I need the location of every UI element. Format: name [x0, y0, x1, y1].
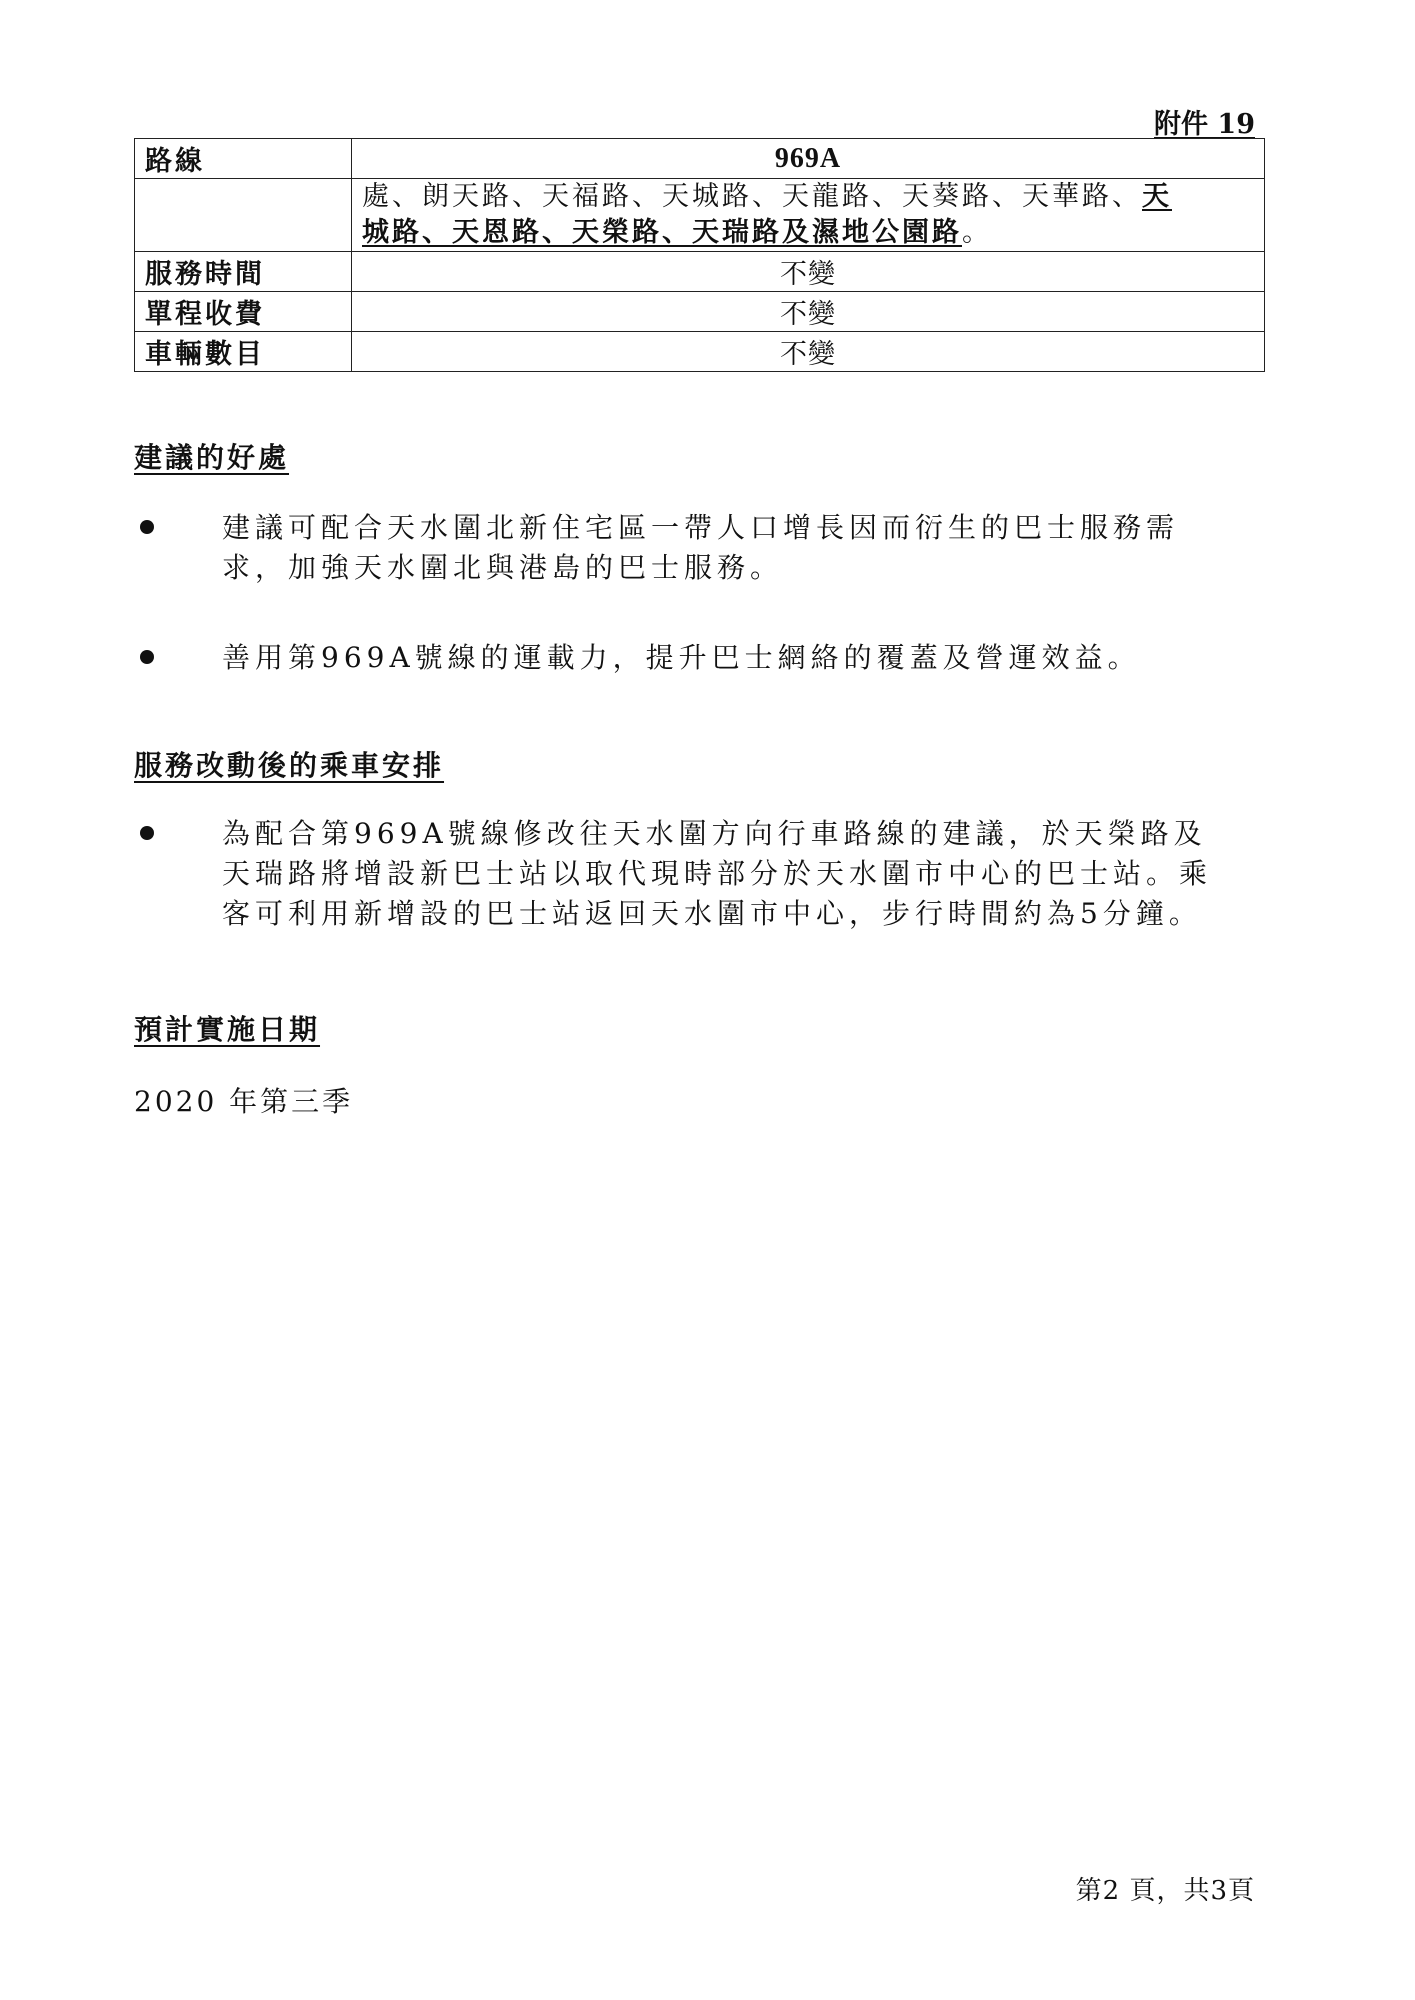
route-table: [134, 138, 1265, 372]
route-text-line1: 處、朗天路、天福路、天城路、天龍路、天葵路、天華路、: [362, 181, 1142, 212]
row-label: 單程收費: [135, 292, 352, 332]
table-row: [135, 252, 1265, 292]
benefits-heading: 建議的好處: [134, 441, 290, 474]
table-row: [135, 292, 1265, 332]
bullet-icon: [140, 650, 154, 664]
arrangement-text: 為配合第969A號線修改往天水圍方向行車路線的建議，於天榮路及天瑞路將增設新巴士站以取代現時部分於天水圍市中心的巴士站。乘客可利用新增設的巴士站返回天水圍市中心，步行時間約為5分鐘。: [222, 817, 1213, 930]
list-item: [134, 814, 1234, 934]
route-detail-row: [135, 179, 1265, 252]
list-item: [134, 638, 1234, 678]
page-number: 第2 頁，共3頁: [1075, 1876, 1255, 1906]
route-label: 路線: [135, 139, 352, 179]
route-detail-label: [135, 179, 352, 252]
row-label: 服務時間: [135, 252, 352, 292]
benefit-text: 善用第969A號線的運載力，提升巴士網絡的覆蓋及營運效益。: [222, 641, 1141, 674]
implementation-date: 2020 年第三季: [134, 1085, 354, 1118]
route-number: 969A: [352, 139, 1265, 179]
arrangements-heading: 服務改動後的乘車安排: [134, 749, 445, 782]
benefit-text: 建議可配合天水圍北新住宅區一帶人口增長因而衍生的巴士服務需求，加強天水圍北與港島的巴士服務。: [222, 511, 1180, 584]
row-label: 車輛數目: [135, 332, 352, 372]
route-text-line2-end: 。: [962, 217, 992, 248]
row-value: 不變: [352, 332, 1265, 372]
route-text-line1-changed: 天: [1142, 181, 1172, 212]
route-text-line2-changed: 城路、天恩路、天榮路、天瑞路及濕地公園路: [362, 217, 962, 248]
row-value: 不變: [352, 252, 1265, 292]
route-detail-text: [352, 179, 1265, 252]
bullet-icon: [140, 520, 154, 534]
row-value: 不變: [352, 292, 1265, 332]
table-row: [135, 332, 1265, 372]
list-item: [134, 508, 1234, 588]
implementation-heading: 預計實施日期: [134, 1013, 321, 1046]
annex-number: 附件 19: [1154, 109, 1255, 140]
bullet-icon: [140, 826, 154, 840]
table-header-row: [135, 139, 1265, 179]
